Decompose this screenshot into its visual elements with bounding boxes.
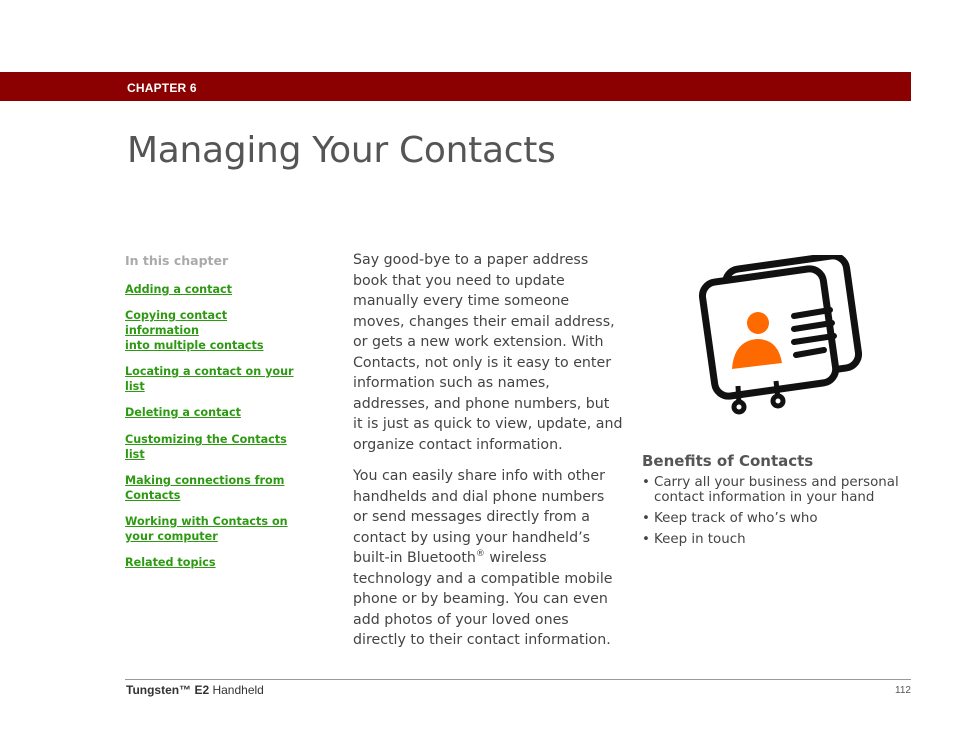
intro-paragraph-1: Say good-bye to a paper address book that you need to update manually every time someone moves, changes their email address, or gets a new work extension. With Contacts, not only is it easy to enter information such as names, addresses, and phone numbers, but it is just as quick to view, update, and organize contact information.: [353, 252, 623, 453]
toc-link-adding-contact[interactable]: Adding a contact: [125, 283, 232, 296]
page-number: 112: [895, 685, 911, 696]
contact-card-icon: [668, 255, 878, 430]
bullet: •: [642, 511, 650, 526]
toc-link-related-topics[interactable]: Related topics: [125, 556, 216, 569]
toc-list: [125, 282, 300, 570]
intro-text: [353, 250, 623, 662]
list-item: • Keep in touch: [642, 532, 746, 547]
intro-paragraph-2: You can easily share info with other handhelds and dial phone numbers or send messages directly from a contact by using your handheld’s built-in Bluetooth® wireless technology and a compatible mobile phone or by beaming. You can even add photos of your loved ones directly to their contact information.: [353, 468, 613, 648]
footer-product-name: Tungsten™ E2 Handheld: [126, 683, 264, 697]
toc-link-customizing-list[interactable]: Customizing the Contacts list: [125, 433, 287, 461]
bullet: •: [642, 475, 650, 490]
toc-link-deleting-contact[interactable]: Deleting a contact: [125, 406, 241, 419]
toc-link-locating-contact[interactable]: Locating a contact on your list: [125, 365, 294, 393]
benefits-list: [642, 475, 912, 553]
toc-link-working-with-computer[interactable]: Working with Contacts on your computer: [125, 515, 288, 543]
list-item: • Keep track of who’s who: [642, 511, 818, 526]
toc-heading: In this chapter: [125, 253, 229, 268]
registered-mark: ®: [475, 549, 485, 559]
list-item: • Carry all your business and personal contact information in your hand: [642, 475, 899, 505]
chapter-header-bar: [0, 72, 911, 101]
chapter-label: CHAPTER 6: [127, 81, 197, 95]
page-title: Managing Your Contacts: [127, 130, 556, 171]
benefits-heading: Benefits of Contacts: [642, 452, 814, 470]
bullet: •: [642, 532, 650, 547]
footer-divider: [125, 679, 911, 680]
toc-link-making-connections[interactable]: Making connections from Contacts: [125, 474, 285, 502]
toc-link-copying-contact-info[interactable]: Copying contact information into multiple contacts: [125, 309, 264, 352]
